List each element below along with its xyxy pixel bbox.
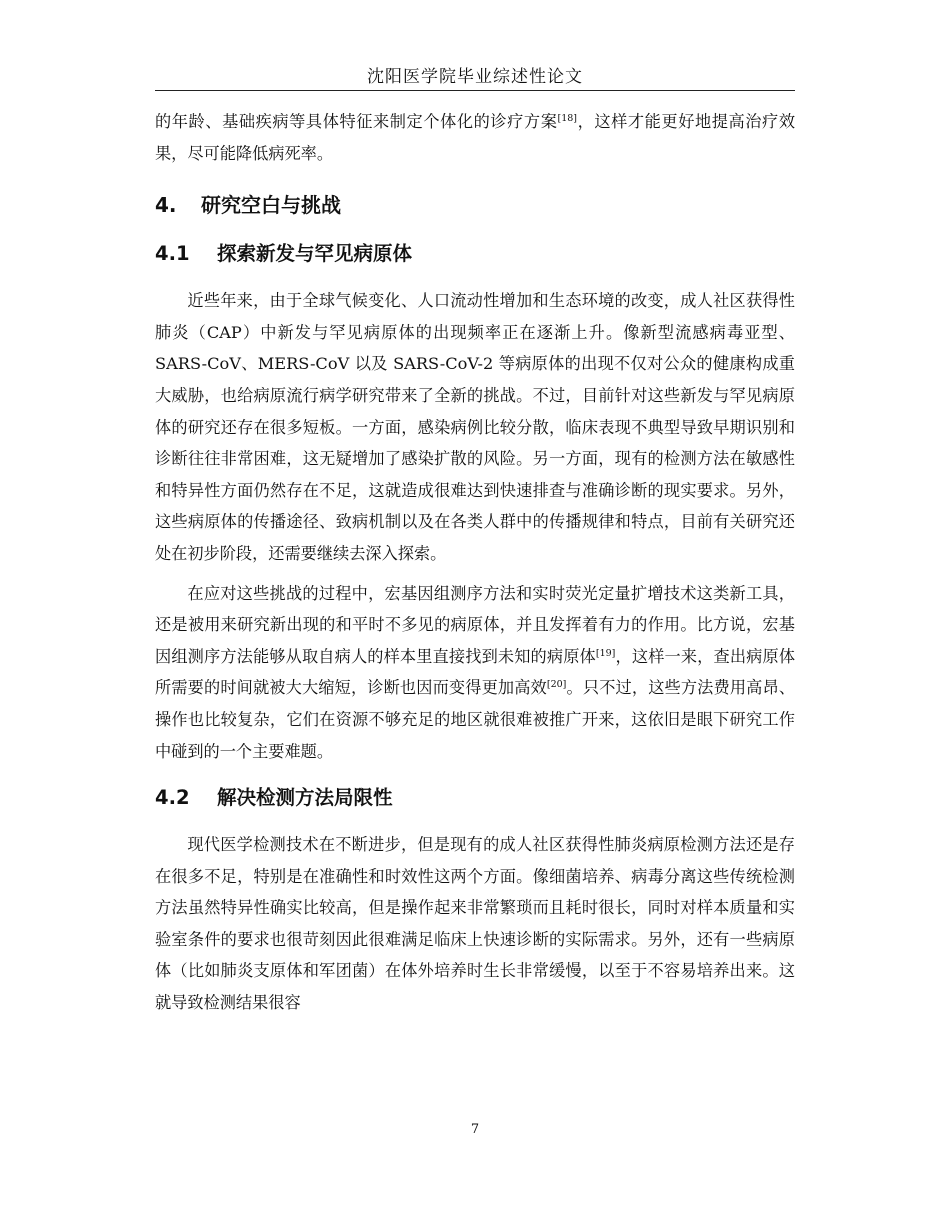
- running-header: 沈阳医学院毕业综述性论文: [367, 67, 583, 87]
- paragraph-2-text-c: 。只不过，这些方法费用高昂、操作也比较复杂，它们在资源不够充足的地区就很难被推广开来，这依旧是眼下研究工作中碰到的一个主要难题。: [155, 678, 796, 761]
- citation-20[interactable]: [20]: [546, 679, 567, 691]
- citation-19[interactable]: [19]: [595, 647, 616, 659]
- section-4-1-number: 4.1: [155, 242, 190, 266]
- section-4-1-title: 探索新发与罕见病原体: [217, 242, 413, 266]
- continuation-text-b: ，这样才能更好地提高治疗效果，尽可能降低病死率。: [155, 112, 796, 163]
- section-4-number: 4.: [155, 193, 177, 218]
- section-4-2-title: 解决检测方法局限性: [217, 786, 393, 810]
- section-4-1-paragraph-1: 近些年来，由于全球气候变化、人口流动性增加和生态环境的改变，成人社区获得性肺炎（CAP）中新发与罕见病原体的出现频率正在逐渐上升。像新型流感病毒亚型、SARS-CoV、MERS-CoV 以及 SARS-CoV-2 等病原体的出现不仅对公众的健康构成重大威胁，也给病原流行病学研究带来了全新的挑战。不过，目前针对这些新发与罕见病原体的研究还存在很多短板。一方面，感染病例比较分散，临床表现不典型导致早期识别和诊断往往非常困难，这无疑增加了感染扩散的风险。另一方面，现有的检测方法在敏感性和特异性方面仍然存在不足，这就造成很难达到快速排查与准确诊断的现实要求。另外，这些病原体的传播途径、致病机制以及在各类人群中的传播规律和特点，目前有关研究还处在初步阶段，还需要继续去深入探索。: [155, 291, 795, 563]
- section-4-2-heading: [155, 773, 795, 823]
- section-4-2-paragraph-1: 现代医学检测技术在不断进步，但是现有的成人社区获得性肺炎病原检测方法还是存在很多不足，特别是在准确性和时效性这两个方面。像细菌培养、病毒分离这些传统检测方法虽然特异性确实比较高，但是操作起来非常繁琐而且耗时很长，同时对样本质量和实验室条件的要求也很苛刻因此很难满足临床上快速诊断的实际需求。另外，还有一些病原体（比如肺炎支原体和军团菌）在体外培养时生长非常缓慢，以至于不容易培养出来。这就导致检测结果很容: [155, 835, 795, 1013]
- section-4-heading: [155, 181, 795, 229]
- page-content: [155, 106, 795, 1019]
- section-4-title: 研究空白与挑战: [201, 193, 341, 218]
- section-4-1-heading: [155, 229, 795, 279]
- section-4-2-number: 4.2: [155, 786, 190, 810]
- continuation-text-a: 的年龄、基础疾病等具体特征来制定个体化的诊疗方案: [155, 112, 558, 131]
- continuation-paragraph: [155, 106, 795, 169]
- paragraph-2-text-b: ，这样一来，查出病原体所需要的时间就被大大缩短，诊断也因而变得更加高效: [155, 646, 796, 698]
- page-number: 7: [470, 1122, 480, 1137]
- paragraph-2-text-a: 在应对这些挑战的过程中，宏基因组测序方法和实时荧光定量扩增技术这类新工具，还是被用来研究新出现的和平时不多见的病原体，并且发挥着有力的作用。比方说，宏基因组测序方法能够从取自病人的样本里直接找到未知的病原体: [155, 583, 795, 666]
- citation-18[interactable]: [18]: [557, 113, 577, 124]
- section-4-1-paragraph-2: [155, 578, 795, 768]
- header-rule: [155, 90, 795, 91]
